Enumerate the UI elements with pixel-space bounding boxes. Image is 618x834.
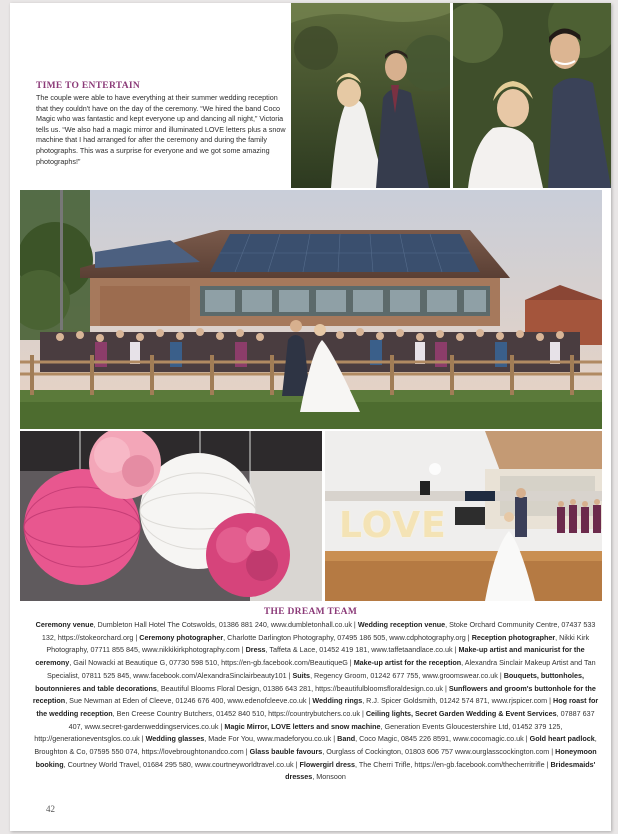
dream-team-heading: THE DREAM TEAM (263, 607, 358, 617)
page-number: 42 (46, 804, 55, 814)
credit-details: , Taffeta & Lace, 01452 419 181, www.taffetaandlace.co.uk (265, 645, 453, 655)
credit-label: Magic Mirror, LOVE letters and snow machine (224, 721, 381, 731)
supplier-credits: Ceremony venue, Dumbleton Hall Hotel The Cotswolds, 01386 881 240, www.dumbletonhall.co.uk | Wedding reception venue, Stoke Orchard Community Centre, 07437 533 132, https://stokeorchard.org | Ceremony photographer, Charlotte Darlington Photography, 07495 186 505, www.cdphotography.org | Reception photographer, Nikki Kirk Photography, 07711 855 845, www.nikkikirkphotography.com | Dress, Taffeta & Lace, 01452 419 181, www.taffetaandlace.co.uk | Make-up artist and manicurist for the ceremony, Gail Nowacki at Beautique G, 07730 598 510, https://en-gb.facebook.com/BeautiqueG | Make-up artist for the reception, Alexandra Sinclair Makeup Artist and Tan Specialist, 07811 525 845, www.facebook.com/AlexandraSinclairbeauty101 | Suits, Regency Groom, 01242 677 755, www.groomswear.co.uk | Bouquets, buttonholes, boutonnieres and table decorations, Beautiful Blooms Floral Design, 01386 643 281, https://beautifulbloomsfloraldesign.co.uk | Sunflowers and groom's buttonhole for the reception, Sue Newman at Eden of Cleeve, 01246 676 400, www.edenofcleeve.co.uk | Wedding rings, R.J. Spicer Goldsmith, 01242 574 871, www.rjspicer.com | Hog roast for the wedding reception, Ben Creese Country Butchers, 01452 840 510, https://countrybutchers.co.uk | Ceiling lights, Secret Garden Wedding & Event Services, 07887 637 407, www.secret-gardenweddingservices.co.uk | Magic Mirror, LOVE letters and snow machine, Generation Events Gloucestershire Ltd, 01452 379 125, http://generationeventsglos.co.uk | Wedding glasses, Made For You, www.madeforyou.co.uk | Band, Coco Magic, 0845 226 8591, www.cocomagic.co.uk | Gold heart padlock, Broughton & Co, 07595 550 074, https://lovebroughtonandco.com | Glass bauble favours, Ourglass of Cockington, 01803 606 757 www.ourglasscockington.com | Honeymoon booking, Courtney World Travel, 01684 295 580, www.courtneyworldtravel.co.uk | Flowergirl dress, The Cherri Trifle, https://en-gb.facebook.com/thecherritrifle | Bridesmaids' dresses, Monsoon (32, 620, 599, 782)
credit-details: , Ourglass of Cockington, 01803 606 757 www.ourglasscockington.com (322, 747, 550, 757)
credit-label: Wedding reception venue (357, 620, 446, 629)
credit-label: Make-up artist for the reception (353, 658, 462, 668)
first-dance-photo (325, 431, 602, 601)
credit-label: Honeymoon booking (35, 747, 597, 769)
credit-details: , Broughton & Co, 07595 550 074, https://lovebroughtonandco.com (34, 734, 597, 757)
credit-item (139, 633, 466, 642)
couple-embrace-photo (291, 3, 450, 188)
credit-item (250, 747, 550, 756)
credit-label: Glass bauble favours (249, 747, 323, 757)
credit-details: , Nikki Kirk Photography, 07711 855 845, www.nikkikirkphotography.com (46, 632, 590, 655)
credit-label: Gold heart padlock (529, 734, 595, 744)
credit-details: , Regency Groom, 01242 677 755, www.groomswear.co.uk (310, 670, 498, 680)
section-heading: TIME TO ENTERTAIN (36, 81, 141, 91)
credit-label: Bouquets, buttonholes, boutonnieres and table decorations (35, 670, 584, 693)
credit-details: , Generation Events Gloucestershire Ltd, 01452 379 125, http://generationeventsglos.co.uk (34, 721, 563, 744)
group-photo (20, 190, 602, 429)
paper-lanterns-photo (20, 431, 322, 601)
credit-label: Sunflowers and groom's buttonhole for the reception (32, 683, 596, 706)
credit-details: , Beautiful Blooms Floral Design, 01386 643 281, https://beautifulbloomsfloraldesign.co.uk (156, 683, 443, 693)
credit-label: Hog roast for the wedding reception (36, 696, 599, 718)
love-letters-sign: LOVE (339, 505, 447, 546)
credit-label: Ceremony photographer (139, 632, 224, 642)
credit-details: , Sue Newman at Eden of Cleeve, 01246 676 400, www.edenofcleeve.co.uk (65, 696, 307, 706)
credit-item (146, 734, 332, 743)
credit-details: , Dumbleton Hall Hotel The Cotswolds, 01386 881 240, www.dumbletonhall.co.uk (93, 620, 352, 629)
credit-label: Band (337, 734, 356, 744)
credit-label: Flowergirl dress (299, 759, 355, 769)
couple-smiling-photo (453, 3, 611, 188)
credit-details: , Monsoon (312, 772, 346, 782)
credit-label: Make-up artist and manicurist for the ceremony (35, 645, 585, 668)
credit-details: , Made For You, www.madeforyou.co.uk (204, 734, 332, 744)
credit-details: , Ben Creese Country Butchers, 01452 840 510, https://countrybutchers.co.uk (112, 708, 360, 718)
credit-details: , Stoke Orchard Community Centre, 07437 533 132, https://stokeorchard.org (41, 620, 596, 642)
credit-label: Suits (292, 670, 311, 680)
credit-details: , Gail Nowacki at Beautique G, 07730 598 510, https://en-gb.facebook.com/BeautiqueG (69, 658, 348, 668)
credit-label: Ceremony venue (35, 620, 94, 629)
intro-paragraph: The couple were able to have everything at their summer wedding reception that they couldn't have on the day of the ceremony. “We hired the band Coco Magic who was fantastic and kept everyone up and dancing all night,” Victoria tells us. “We also had a magic mirror and illuminated LOVE letters plus a snow machine that I had arranged for after the ceremony and during the family photographs. This was a surprise for everyone and we got some amazing photographs!” (36, 93, 286, 166)
credit-details: , Courtney World Travel, 01684 295 580, www.courtneyworldtravel.co.uk (63, 759, 294, 769)
credit-details: , The Cherri Trifle, https://en-gb.facebook.com/thecherritrifle (354, 759, 545, 769)
credit-item (337, 734, 524, 743)
credit-details: , Alexandra Sinclair Makeup Artist and Tan Specialist, 07811 525 845, www.facebook.com/AlexandraSinclairbeauty101 (47, 658, 596, 680)
credit-details: , R.J. Spicer Goldsmith, 01242 574 871, www.rjspicer.com (362, 696, 548, 706)
credit-label: Wedding rings (312, 696, 363, 706)
credit-item (299, 760, 544, 769)
credit-label: Ceiling lights, Secret Garden Wedding & Event Services (365, 708, 557, 718)
credit-details: , Charlotte Darlington Photography, 07495 186 505, www.cdphotography.org (223, 632, 466, 642)
credit-label: Wedding glasses (145, 734, 205, 744)
credit-item (292, 671, 497, 680)
credit-label: Dress (245, 645, 266, 655)
credit-item (312, 696, 547, 705)
credit-details: , 07887 637 407, www.secret-gardenweddingservices.co.uk (68, 708, 595, 731)
magazine-page (10, 3, 611, 831)
credit-label: Reception photographer (471, 632, 556, 642)
credit-item (246, 645, 453, 654)
credit-label: Bridesmaids' dresses (285, 759, 596, 782)
credit-details: , Coco Magic, 0845 226 8591, www.cocomagic.co.uk (355, 734, 524, 744)
credit-item (36, 620, 352, 629)
